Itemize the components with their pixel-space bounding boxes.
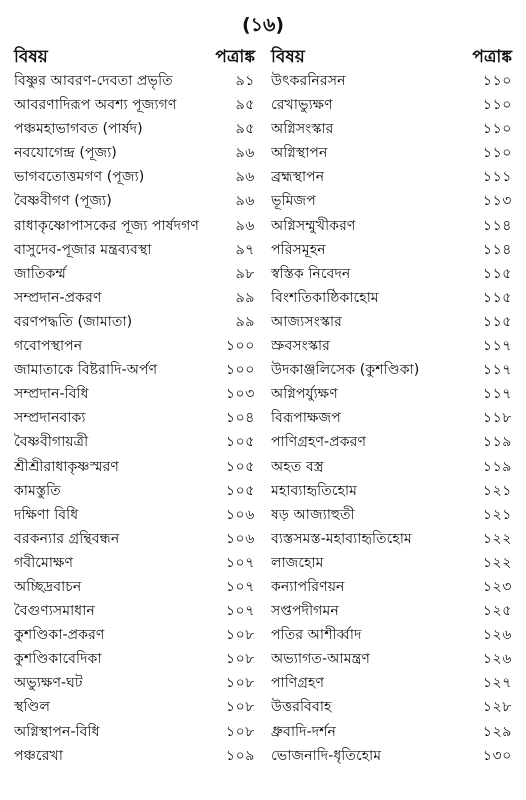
- contents-entry: [14, 239, 255, 263]
- entry-page: ১১৯: [482, 434, 512, 451]
- entry-topic: ভাগবতোত্তমগণ (পূজ্য): [14, 169, 145, 186]
- contents-entry: [14, 118, 255, 142]
- entry-topic: দক্ষিণা বিধি: [14, 506, 79, 523]
- contents-entry: [271, 359, 512, 383]
- entry-page: ১০৮: [225, 651, 255, 668]
- entry-page: ১০৮: [225, 675, 255, 692]
- contents-entry: [14, 263, 255, 287]
- entry-topic: শ্রীশ্রীরাধাকৃষ্ণস্মরণ: [14, 458, 119, 475]
- contents-entry: [14, 528, 255, 552]
- entry-page: ১০৫: [225, 434, 255, 451]
- entry-topic: অভ্যাগত-আমন্ত্রণ: [271, 651, 371, 668]
- contents-entry: [14, 456, 255, 480]
- entry-topic: অগ্নিস্থাপন-বিধি: [14, 723, 100, 740]
- entry-topic: সপ্তপদীগমন: [271, 603, 339, 620]
- contents-entry: [14, 311, 255, 335]
- contents-entry: [14, 576, 255, 600]
- entry-page: ১১৫: [482, 289, 512, 306]
- entry-page: ১২৯: [482, 723, 512, 740]
- entry-page: ১২৭: [482, 675, 512, 692]
- entry-page: ১২২: [482, 530, 512, 547]
- entry-page: ১০৬: [225, 506, 255, 523]
- contents-entry: [271, 721, 512, 745]
- entry-page: ১১৭: [482, 386, 512, 403]
- entry-page: ৯৬: [235, 217, 255, 234]
- entry-topic: পতির আশীর্ব্বাদ: [271, 627, 362, 644]
- entry-topic: বাসুদেব-পূজার মন্ত্রব্যবস্থা: [14, 241, 152, 258]
- entry-page: ১০৩: [225, 386, 255, 403]
- entry-topic: কুশণ্ডিকাবেদিকা: [14, 651, 102, 668]
- topic-header: বিষয়: [271, 47, 305, 67]
- entry-topic: কুশণ্ডিকা-প্রকরণ: [14, 627, 105, 644]
- entry-page: ১০৭: [225, 603, 255, 620]
- entry-topic: পাণিগ্রহণ-প্রকরণ: [271, 434, 367, 451]
- contents-entry: [14, 70, 255, 94]
- entry-page: ৯৬: [235, 145, 255, 162]
- entry-page: ১২২: [482, 554, 512, 571]
- entry-page: ১১০: [482, 145, 512, 162]
- entry-topic: অচ্ছিদ্রবাচন: [14, 578, 82, 595]
- entry-topic: রেখাভ্যুক্ষণ: [271, 97, 333, 114]
- contents-entry: [271, 745, 512, 769]
- entry-topic: বৈষ্ণবীগণ (পূজ্য): [14, 193, 112, 210]
- entry-page: ৯৯: [235, 289, 255, 306]
- entry-topic: উত্তরবিবাহ: [271, 699, 332, 716]
- entry-page: ১০৭: [225, 554, 255, 571]
- contents-entry: [271, 696, 512, 720]
- contents-entry: [14, 600, 255, 624]
- contents-entry: [14, 696, 255, 720]
- right-column-header: [271, 44, 512, 70]
- topic-header: বিষয়: [14, 47, 48, 67]
- entry-page: ১০৫: [225, 482, 255, 499]
- entry-page: ১২৫: [482, 603, 512, 620]
- contents-entry: [14, 407, 255, 431]
- entry-topic: গবীমোক্ষণ: [14, 554, 74, 571]
- entry-topic: বিংশতিকাষ্ঠিকাহোম: [271, 289, 379, 306]
- left-column: [14, 44, 255, 769]
- entry-page: ৯৬: [235, 193, 255, 210]
- entry-topic: বিরূপাক্ষজপ: [271, 410, 341, 427]
- entry-page: ১১০: [482, 97, 512, 114]
- entry-page: ৯৬: [235, 169, 255, 186]
- entry-topic: রাধাকৃষ্ণোপাসকের পূজ্য পার্ষদগণ: [14, 217, 199, 234]
- contents-entry: [14, 190, 255, 214]
- entry-topic: অগ্নিস্থাপন: [271, 145, 328, 162]
- entry-page: ১২১: [482, 506, 512, 523]
- contents-entry: [271, 190, 512, 214]
- left-entries: [14, 70, 255, 769]
- entry-page: ১২৬: [482, 651, 512, 668]
- entry-topic: ভূমিজপ: [271, 193, 316, 210]
- contents-entry: [271, 576, 512, 600]
- entry-page: ৯৮: [235, 265, 255, 282]
- contents-entry: [271, 94, 512, 118]
- contents-entry: [271, 215, 512, 239]
- entry-page: ১১৫: [482, 313, 512, 330]
- entry-page: ১১৪: [482, 241, 512, 258]
- entry-page: ১৩০: [482, 747, 512, 764]
- entry-page: ১১০: [482, 73, 512, 89]
- entry-page: ১১০: [482, 121, 512, 138]
- entry-topic: গবোপস্থাপন: [14, 338, 83, 355]
- entry-topic: বৈগুণ্যসমাধান: [14, 603, 95, 620]
- contents-entry: [14, 648, 255, 672]
- entry-topic: পরিসমূহন: [271, 241, 326, 258]
- contents-entry: [271, 480, 512, 504]
- entry-page: ১২৩: [482, 578, 512, 595]
- entry-page: ১২৬: [482, 627, 512, 644]
- entry-topic: সম্প্রদানবাক্য: [14, 410, 86, 427]
- entry-page: ১০৯: [225, 747, 255, 764]
- entry-page: ১০৮: [225, 627, 255, 644]
- entry-topic: অগ্নিসম্মুখীকরণ: [271, 217, 356, 234]
- entry-page: ১০৫: [225, 458, 255, 475]
- entry-page: ১০৬: [225, 530, 255, 547]
- entry-page: ১১১: [482, 169, 512, 186]
- contents-entry: [14, 552, 255, 576]
- entry-page: ১১৪: [482, 217, 512, 234]
- entry-page: ১০৮: [225, 723, 255, 740]
- entry-topic: স্বস্তিক নিবেদন: [271, 265, 351, 282]
- entry-topic: পঞ্চমহাভাগবত (পার্ষদ): [14, 121, 143, 138]
- contents-entry: [14, 431, 255, 455]
- contents-entry: [271, 528, 512, 552]
- entry-topic: বরকন্যার গ্রন্থিবন্ধন: [14, 530, 120, 547]
- entry-topic: অহত বস্ত্র: [271, 458, 324, 475]
- contents-entry: [14, 359, 255, 383]
- contents-entry: [271, 456, 512, 480]
- contents-entry: [14, 287, 255, 311]
- entry-topic: ধ্রুবাদি-দর্শন: [271, 723, 337, 740]
- contents-entry: [271, 552, 512, 576]
- entry-topic: বৈষ্ণবীগায়ত্রী: [14, 434, 89, 451]
- entry-topic: ব্যস্তসমস্ত-মহাব্যাহৃতিহোম: [271, 530, 412, 547]
- contents-entry: [271, 335, 512, 359]
- entry-page: ১০৭: [225, 578, 255, 595]
- contents-entry: [271, 311, 512, 335]
- entry-topic: উদকাঞ্জলিসেক (কুশণ্ডিকা): [271, 362, 420, 379]
- contents-entry: [14, 166, 255, 190]
- entry-topic: স্রুবসংস্কার: [271, 338, 330, 355]
- page-number: (১৬): [241, 14, 285, 36]
- entry-topic: নবযোগেন্দ্র (পূজ্য): [14, 145, 117, 162]
- entry-topic: ব্রহ্মস্থাপন: [271, 169, 325, 186]
- entry-topic: ভোজনাদি-ধৃতিহোম: [271, 747, 382, 764]
- contents-entry: [14, 745, 255, 769]
- contents-entry: [14, 721, 255, 745]
- contents-entry: [14, 480, 255, 504]
- entry-page: ১১৩: [482, 193, 512, 210]
- contents-entry: [271, 431, 512, 455]
- entry-topic: অগ্নিসংস্কার: [271, 121, 334, 138]
- entry-page: ৯৫: [235, 121, 255, 138]
- entry-topic: জাতিকর্ম্ম: [14, 265, 66, 282]
- left-column-header: [14, 44, 255, 70]
- entry-topic: ষড় আজ্যাহুতী: [271, 506, 355, 523]
- contents-entry: [14, 94, 255, 118]
- contents-entry: [271, 118, 512, 142]
- entry-topic: পঞ্চরেখা: [14, 747, 63, 764]
- contents-entry: [14, 383, 255, 407]
- contents-entry: [271, 672, 512, 696]
- entry-page: ১০০: [225, 338, 255, 355]
- contents-entry: [14, 335, 255, 359]
- entry-topic: স্থণ্ডিল: [14, 699, 51, 716]
- contents-entry: [14, 142, 255, 166]
- entry-page: ৯৯: [235, 313, 255, 330]
- entry-topic: লাজহোম: [271, 554, 324, 571]
- page-header: পত্রাঙ্ক: [472, 47, 512, 67]
- entry-page: ১২১: [482, 482, 512, 499]
- contents-entry: [271, 142, 512, 166]
- entry-page: ১১৯: [482, 458, 512, 475]
- contents-entry: [14, 672, 255, 696]
- contents-entry: [271, 263, 512, 287]
- entry-page: ৯১: [235, 73, 255, 89]
- entry-topic: আজ্যসংস্কার: [271, 313, 342, 330]
- contents-entry: [271, 600, 512, 624]
- entry-topic: অভ্যুক্ষণ-ঘট: [14, 675, 83, 692]
- entry-page: ১১৫: [482, 265, 512, 282]
- entry-topic: জামাতাকে বিষ্টরাদি-অর্পণ: [14, 362, 158, 379]
- entry-topic: কামস্তুতি: [14, 482, 61, 499]
- contents-entry: [271, 407, 512, 431]
- entry-topic: বিষ্ণুর আবরণ-দেবতা প্রভৃতি: [14, 73, 173, 89]
- contents-entry: [271, 648, 512, 672]
- contents-entry: [271, 287, 512, 311]
- entry-topic: মহাব্যাহৃতিহোম: [271, 482, 358, 499]
- entry-topic: বরণপদ্ধতি (জামাতা): [14, 313, 133, 330]
- entry-page: ১১৮: [482, 410, 512, 427]
- right-column: [271, 44, 512, 769]
- contents-entry: [14, 215, 255, 239]
- entry-topic: আবরণাদিরূপ অবশ্য পূজ্যগণ: [14, 97, 177, 114]
- contents-entry: [271, 624, 512, 648]
- entry-topic: পাণিগ্রহণ: [271, 675, 325, 692]
- contents-entry: [271, 504, 512, 528]
- contents-entry: [271, 239, 512, 263]
- page-header: পত্রাঙ্ক: [215, 47, 255, 67]
- entry-page: ১০৮: [225, 699, 255, 716]
- contents-entry: [271, 70, 512, 94]
- entry-page: ৯৭: [235, 241, 255, 258]
- entry-page: ১০০: [225, 362, 255, 379]
- entry-topic: কন্যাপরিণয়ন: [271, 578, 345, 595]
- contents-entry: [271, 383, 512, 407]
- entry-page: ১১৭: [482, 338, 512, 355]
- contents-entry: [14, 624, 255, 648]
- entry-page: ১২৮: [482, 699, 512, 716]
- entry-page: ১১৭: [482, 362, 512, 379]
- entry-topic: সম্প্রদান-বিধি: [14, 386, 89, 403]
- contents-columns: [14, 44, 512, 769]
- entry-topic: অগ্নিপর্য্যুক্ষণ: [271, 386, 338, 403]
- entry-topic: সম্প্রদান-প্রকরণ: [14, 289, 102, 306]
- entry-topic: উৎকরনিরসন: [271, 73, 346, 89]
- contents-entry: [14, 504, 255, 528]
- contents-entry: [271, 166, 512, 190]
- entry-page: ৯৫: [235, 97, 255, 114]
- entry-page: ১০৪: [225, 410, 255, 427]
- right-entries: [271, 70, 512, 769]
